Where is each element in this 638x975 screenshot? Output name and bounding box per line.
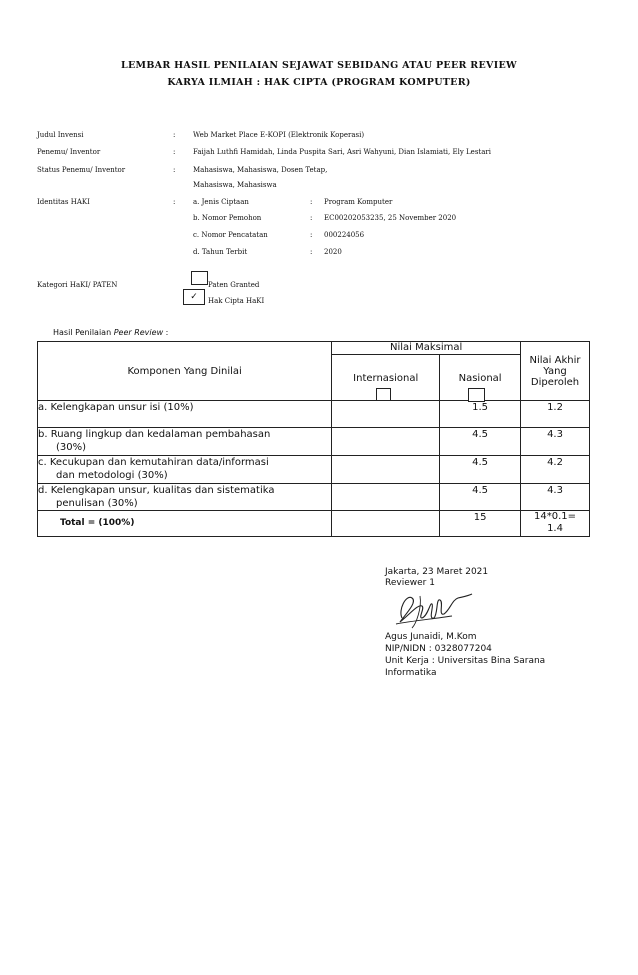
kategori-label: Kategori HaKI/ PATEN bbox=[37, 281, 118, 289]
hasil-penilaian-label: Hasil Penilaian Peer Review : bbox=[53, 328, 169, 337]
reviewer-unit-2: Informatika bbox=[385, 668, 437, 678]
komponen-cell: a. Kelengkapan unsur isi (10%) bbox=[38, 401, 332, 428]
table-row bbox=[38, 428, 590, 456]
komponen-cell: b. Ruang lingkup dan kedalaman pembahasan (30%) bbox=[38, 428, 332, 456]
nasional-cell: 4.5 bbox=[440, 428, 521, 456]
internasional-cell bbox=[332, 456, 440, 484]
signature-image bbox=[392, 588, 476, 630]
table-row bbox=[38, 456, 590, 484]
header-nilai-akhir: Nilai Akhir Yang Diperoleh bbox=[521, 342, 590, 401]
haki-item-value: 000224056 bbox=[324, 231, 365, 239]
total-akhir-cell: 14*0.1= 1.4 bbox=[521, 511, 590, 537]
haki-item-key: c. Nomor Pencatatan bbox=[193, 231, 268, 239]
judul-value: Web Market Place E-KOPI (Elektronik Koperasi) bbox=[193, 131, 365, 139]
penemu-value: Faijah Luthfi Hamidah, Linda Puspita Sari, Asri Wahyuni, Dian Islamiati, Ely Lestari bbox=[193, 148, 491, 156]
haki-item-key: d. Tahun Terbit bbox=[193, 248, 248, 256]
table-row-total bbox=[38, 511, 590, 537]
nilai-akhir-cell: 1.2 bbox=[521, 401, 590, 428]
nasional-cell: 1.5 bbox=[440, 401, 521, 428]
internasional-cell bbox=[332, 401, 440, 428]
nasional-checkbox[interactable] bbox=[468, 388, 485, 402]
haki-colon: : bbox=[173, 198, 176, 206]
haki-item-value: Program Komputer bbox=[324, 198, 393, 206]
nasional-cell: 4.5 bbox=[440, 484, 521, 511]
total-nasional-cell: 15 bbox=[440, 511, 521, 537]
status-value-2: Mahasiswa, Mahasiswa bbox=[193, 181, 277, 189]
status-label: Status Penemu/ Inventor bbox=[37, 166, 126, 174]
penemu-colon: : bbox=[173, 148, 176, 156]
header-nilai-maksimal: Nilai Maksimal bbox=[332, 342, 521, 355]
hak-cipta-checkbox[interactable] bbox=[183, 289, 205, 305]
check-icon: ✓ bbox=[190, 292, 198, 302]
reviewer-name: Agus Junaidi, M.Kom bbox=[385, 632, 477, 642]
nilai-akhir-cell: 4.3 bbox=[521, 428, 590, 456]
status-colon: : bbox=[173, 166, 176, 174]
reviewer-unit-1: Unit Kerja : Universitas Bina Sarana bbox=[385, 656, 546, 666]
haki-item-colon: : bbox=[310, 214, 313, 222]
nilai-akhir-cell: 4.3 bbox=[521, 484, 590, 511]
hak-cipta-label: Hak Cipta HaKI bbox=[208, 297, 265, 305]
haki-item-key: b. Nomor Pemohon bbox=[193, 214, 262, 222]
haki-item-colon: : bbox=[310, 248, 313, 256]
status-value-1: Mahasiswa, Mahasiswa, Dosen Tetap, bbox=[193, 166, 328, 174]
judul-label: Judul Invensi bbox=[37, 131, 84, 139]
haki-item-key: a. Jenis Ciptaan bbox=[193, 198, 249, 206]
internasional-cell bbox=[332, 428, 440, 456]
paten-granted-label: Paten Granted bbox=[208, 281, 260, 289]
table-row bbox=[38, 484, 590, 511]
total-label-cell: Total = (100%) bbox=[38, 511, 332, 537]
review-table bbox=[37, 341, 590, 537]
header-internasional: Internasional bbox=[332, 355, 440, 401]
internasional-cell bbox=[332, 511, 440, 537]
internasional-checkbox[interactable] bbox=[376, 388, 391, 401]
komponen-cell: c. Kecukupan dan kemutahiran data/informasi dan metodologi (30%) bbox=[38, 456, 332, 484]
header-komponen: Komponen Yang Dinilai bbox=[38, 342, 332, 401]
nasional-cell: 4.5 bbox=[440, 456, 521, 484]
haki-item-value: EC00202053235, 25 November 2020 bbox=[324, 214, 457, 222]
reviewer-nip: NIP/NIDN : 0328077204 bbox=[385, 644, 492, 654]
haki-item-colon: : bbox=[310, 198, 313, 206]
table-row bbox=[38, 401, 590, 428]
nilai-akhir-cell: 4.2 bbox=[521, 456, 590, 484]
place-date: Jakarta, 23 Maret 2021 bbox=[385, 567, 489, 577]
title-line-1: LEMBAR HASIL PENILAIAN SEJAWAT SEBIDANG ATAU PEER REVIEW bbox=[121, 60, 517, 71]
internasional-cell bbox=[332, 484, 440, 511]
haki-label: Identitas HAKI bbox=[37, 198, 90, 206]
title-line-2: KARYA ILMIAH : HAK CIPTA (PROGRAM KOMPUTER) bbox=[167, 77, 471, 88]
header-nasional: Nasional bbox=[440, 355, 521, 401]
reviewer-label: Reviewer 1 bbox=[385, 578, 435, 588]
judul-colon: : bbox=[173, 131, 176, 139]
haki-item-value: 2020 bbox=[324, 248, 342, 256]
paten-granted-checkbox[interactable] bbox=[191, 271, 208, 285]
penemu-label: Penemu/ Inventor bbox=[37, 148, 101, 156]
komponen-cell: d. Kelengkapan unsur, kualitas dan sistematika penulisan (30%) bbox=[38, 484, 332, 511]
haki-item-colon: : bbox=[310, 231, 313, 239]
